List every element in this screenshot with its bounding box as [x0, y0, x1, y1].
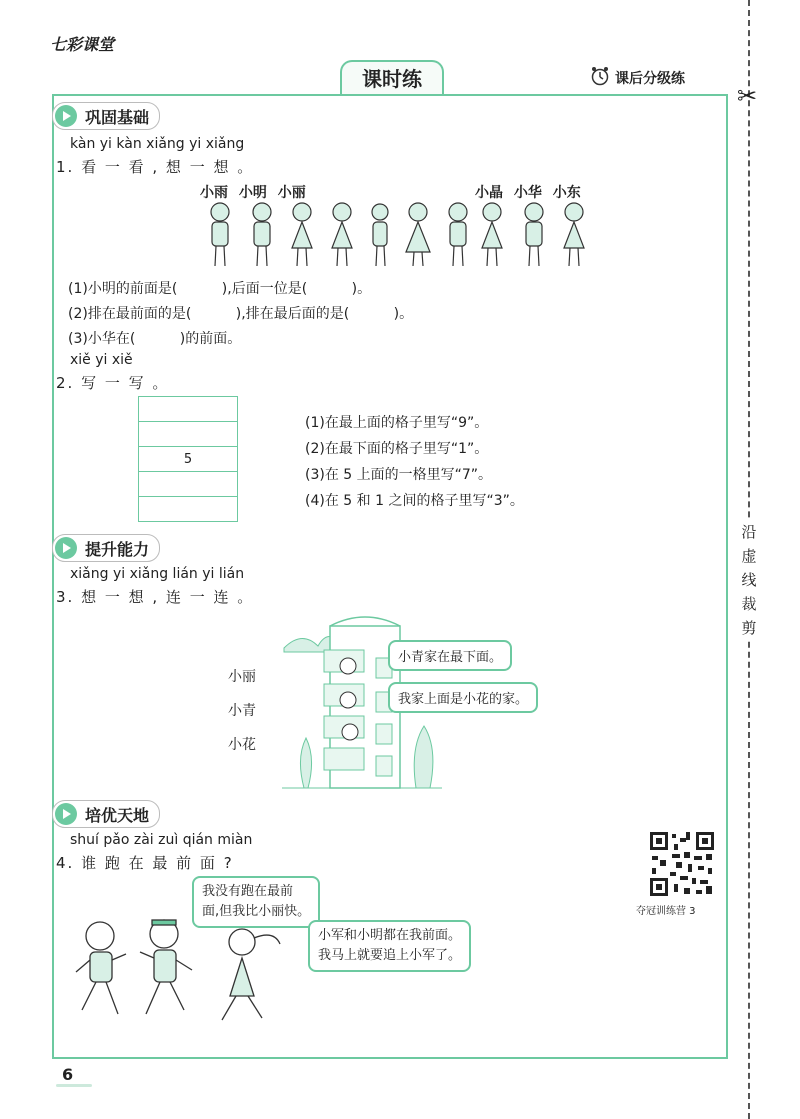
section-label: 培优天地: [85, 805, 150, 825]
speech-bubble: [308, 920, 471, 972]
q4-title: 4. 谁 跑 在 最 前 面 ?: [56, 854, 234, 872]
runners-illustration: [70, 910, 310, 1030]
section-header-basic: [52, 102, 160, 130]
runner-figure: [140, 920, 192, 1014]
q1-item-2: (2)排在最前面的是( ),排在最后面的是( )。: [68, 306, 414, 322]
q4-pinyin: shuí pǎo zài zuì qián miàn: [70, 832, 253, 848]
q3-name-3: 小花: [228, 737, 256, 753]
grid-cell[interactable]: [139, 397, 237, 422]
speech-bubble: 小青家在最下面。: [388, 640, 512, 671]
q1-names-left: 小雨 小明 小丽: [200, 185, 306, 201]
q3-title: 3. 想 一 想 , 连 一 连 。: [56, 588, 255, 606]
cut-instruction: 沿虚线裁剪: [738, 520, 760, 640]
q2-title: 2. 写 一 写 。: [56, 374, 170, 392]
number-grid: [138, 396, 238, 522]
runner-figure: [76, 922, 126, 1014]
bubble-line: 面,但我比小丽快。: [202, 904, 311, 919]
page-subtitle: 课后分级练: [615, 71, 685, 87]
qr-caption: 夺冠训练营 3: [636, 906, 696, 917]
q2-item-2: (2)在最下面的格子里写“1”。: [305, 441, 489, 457]
kid-figure: [449, 203, 467, 266]
q2-item-4: (4)在 5 和 1 之间的格子里写“3”。: [305, 493, 524, 509]
bubble-line: 我马上就要追上小军了。: [318, 948, 462, 963]
grid-cell[interactable]: [139, 472, 237, 497]
kid-figure: [372, 204, 388, 266]
section-label: 巩固基础: [85, 107, 150, 127]
kid-figure: [525, 203, 543, 266]
play-icon: [55, 105, 77, 127]
q1-names-right: 小晶 小华 小东: [475, 185, 581, 201]
q1-pinyin: kàn yi kàn xiǎng yi xiǎng: [70, 136, 245, 152]
kid-figure: [211, 203, 229, 266]
q1-item-1: (1)小明的前面是( ),后面一位是( )。: [68, 281, 372, 297]
q3-name-2: 小青: [228, 703, 256, 719]
play-icon: [55, 803, 77, 825]
play-icon: [55, 537, 77, 559]
qr-code[interactable]: [648, 830, 716, 898]
kid-figure: [253, 203, 271, 266]
q1-title: 1. 看 一 看 , 想 一 想 。: [56, 158, 255, 176]
kid-figure: [332, 203, 352, 266]
page-title: 课时练: [340, 60, 444, 96]
kid-figure: [292, 203, 312, 266]
grid-cell[interactable]: [139, 497, 237, 522]
runner-figure: [222, 929, 280, 1020]
grid-cell: 5: [139, 447, 237, 472]
bubble-line: 我没有跑在最前: [202, 884, 294, 899]
kid-figure: [482, 203, 502, 266]
page-number: 6: [62, 1065, 74, 1084]
scissors-icon: ✂: [737, 82, 758, 110]
grid-cell[interactable]: [139, 422, 237, 447]
section-header-ability: [52, 534, 160, 562]
q3-pinyin: xiǎng yi xiǎng lián yi lián: [70, 566, 245, 582]
speech-bubble: 我家上面是小花的家。: [388, 682, 538, 713]
brand-logo: 七彩课堂: [50, 35, 115, 54]
q3-name-1: 小丽: [228, 669, 256, 685]
kid-figure: [406, 203, 430, 266]
bubble-line: 小军和小明都在我前面。: [318, 928, 462, 943]
page-number-underline: [56, 1084, 92, 1087]
section-label: 提升能力: [85, 539, 150, 559]
clock-icon: [590, 66, 610, 86]
q2-item-1: (1)在最上面的格子里写“9”。: [305, 415, 489, 431]
section-header-advanced: [52, 800, 160, 828]
q1-item-3: (3)小华在( )的前面。: [68, 331, 242, 347]
kid-figure: [564, 203, 584, 266]
queue-illustration: [200, 200, 600, 270]
q2-item-3: (3)在 5 上面的一格里写“7”。: [305, 467, 493, 483]
q2-pinyin: xiě yi xiě: [70, 352, 133, 368]
